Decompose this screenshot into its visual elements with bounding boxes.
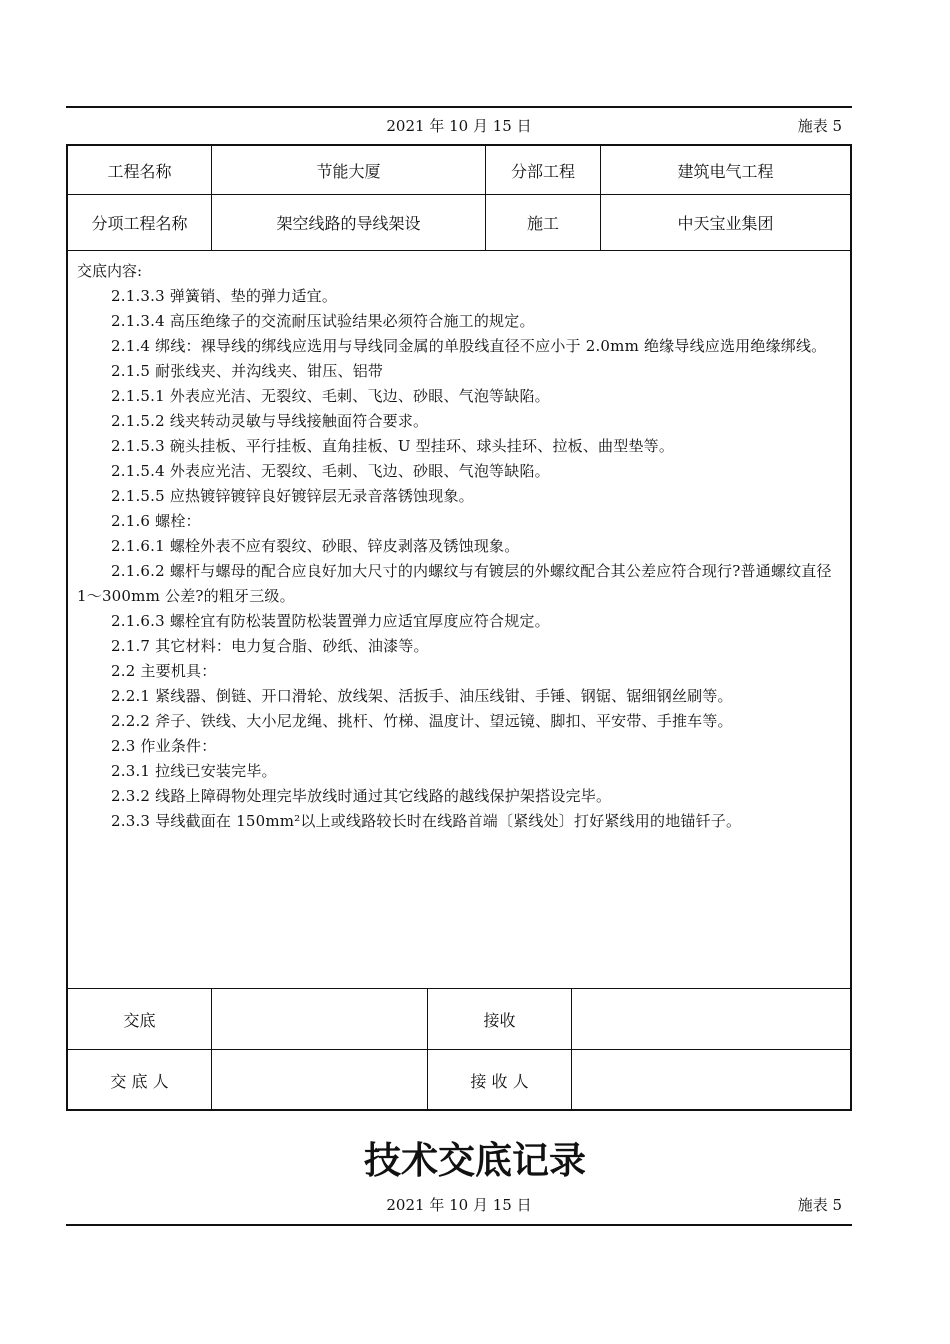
footer-form-number: 施表 5 bbox=[797, 1196, 842, 1214]
signoff-row-2 bbox=[68, 1050, 850, 1111]
header-form-number: 施表 5 bbox=[797, 117, 842, 135]
content-area bbox=[68, 251, 850, 989]
receive-person-field[interactable] bbox=[571, 1050, 850, 1111]
division-label: 分部工程 bbox=[485, 146, 600, 194]
paragraph: 2.1.5.1 外表应光洁、无裂纹、毛刺、飞边、砂眼、气泡等缺陷。 bbox=[111, 387, 550, 405]
info-row-item bbox=[68, 195, 850, 251]
project-name-label: 工程名称 bbox=[107, 161, 172, 181]
receive-person-label: 接 收 人 bbox=[427, 1050, 571, 1111]
paragraph: 2.2.1 紧线器、倒链、开口滑轮、放线架、活扳手、油压线钳、手锤、钢锯、锯细钢丝刷等。 bbox=[111, 687, 733, 705]
page-title: 技术交底记录 bbox=[364, 1139, 586, 1182]
signoff-row-1 bbox=[68, 989, 850, 1050]
footer-date: 2021 年 10 月 15 日 bbox=[386, 1196, 532, 1214]
handover-field[interactable] bbox=[211, 989, 427, 1049]
handover-person-label: 交 底 人 bbox=[110, 1072, 169, 1091]
paragraph: 2.1.7 其它材料：电力复合脂、砂纸、油漆等。 bbox=[111, 637, 429, 655]
paragraph: 2.1.4 绑线：裸导线的绑线应选用与导线同金属的单股线直径不应小于 2.0mm 绝缘导线应选用绝缘绑线。 bbox=[111, 337, 827, 355]
paragraph: 2.1.5.2 线夹转动灵敏与导线接触面符合要求。 bbox=[111, 412, 429, 430]
header-date: 2021 年 10 月 15 日 bbox=[386, 117, 532, 135]
record-table bbox=[66, 144, 852, 1111]
constructor-value: 中天宝业集团 bbox=[600, 195, 850, 250]
paragraph: 2.1.6.1 螺栓外表不应有裂纹、砂眼、锌皮剥落及锈蚀现象。 bbox=[111, 537, 520, 555]
paragraph: 2.1.6.3 螺栓宜有防松装置防松装置弹力应适宜厚度应符合规定。 bbox=[111, 612, 550, 630]
paragraph: 2.1.6 螺栓： bbox=[111, 512, 201, 530]
paragraph: 2.1.5.4 外表应光洁、无裂纹、毛刺、飞边、砂眼、气泡等缺陷。 bbox=[111, 462, 550, 480]
sub-item-label: 分项工程名称 bbox=[91, 214, 188, 233]
paragraph: 2.1.3.3 弹簧销、垫的弹力适宜。 bbox=[111, 287, 338, 305]
content-paragraphs bbox=[77, 284, 842, 834]
top-rule bbox=[66, 106, 852, 108]
paragraph: 2.3.1 拉线已安装完毕。 bbox=[111, 762, 277, 780]
sub-item-value: 架空线路的导线架设 bbox=[211, 195, 485, 250]
paragraph: 2.2 主要机具： bbox=[111, 662, 217, 680]
project-name-value: 节能大厦 bbox=[211, 146, 485, 194]
content-label: 交底内容: bbox=[77, 262, 143, 280]
paragraph: 2.2.2 斧子、铁线、大小尼龙绳、挑杆、竹梯、温度计、望远镜、脚扣、平安带、手推车等。 bbox=[111, 712, 733, 730]
paragraph: 2.1.5.5 应热镀锌镀锌良好镀锌层无录音落锈蚀现象。 bbox=[111, 487, 474, 505]
division-value: 建筑电气工程 bbox=[600, 146, 850, 194]
paragraph: 2.1.5.3 碗头挂板、平行挂板、直角挂板、U 型挂环、球头挂环、拉板、曲型垫等。 bbox=[111, 437, 675, 455]
info-row-project bbox=[68, 146, 850, 195]
paragraph: 2.1.3.4 高压绝缘子的交流耐压试验结果必须符合施工的规定。 bbox=[111, 312, 535, 330]
constructor-label: 施工 bbox=[485, 195, 600, 250]
paragraph: 2.3.3 导线截面在 150mm²以上或线路较长时在线路首端〔紧线处〕打好紧线用的地锚钎子。 bbox=[111, 812, 742, 830]
handover-person-field[interactable] bbox=[211, 1050, 427, 1111]
paragraph: 2.1.5 耐张线夹、并沟线夹、钳压、铝带 bbox=[111, 362, 384, 380]
paragraph: 2.1.6.2 螺杆与螺母的配合应良好加大尺寸的内螺纹与有镀层的外螺纹配合其公差应符合现行?普通螺纹直径 1～300mm 公差?的粗牙三级。 bbox=[77, 562, 832, 605]
paragraph: 2.3.2 线路上障碍物处理完毕放线时通过其它线路的越线保护架搭设完毕。 bbox=[111, 787, 612, 805]
paragraph: 2.3 作业条件： bbox=[111, 737, 217, 755]
header-top bbox=[66, 114, 852, 138]
receive-label: 接收 bbox=[427, 989, 571, 1049]
handover-label: 交底 bbox=[123, 1010, 156, 1030]
bottom-rule bbox=[66, 1224, 852, 1226]
footer-header bbox=[66, 1193, 852, 1217]
receive-field[interactable] bbox=[571, 989, 850, 1049]
